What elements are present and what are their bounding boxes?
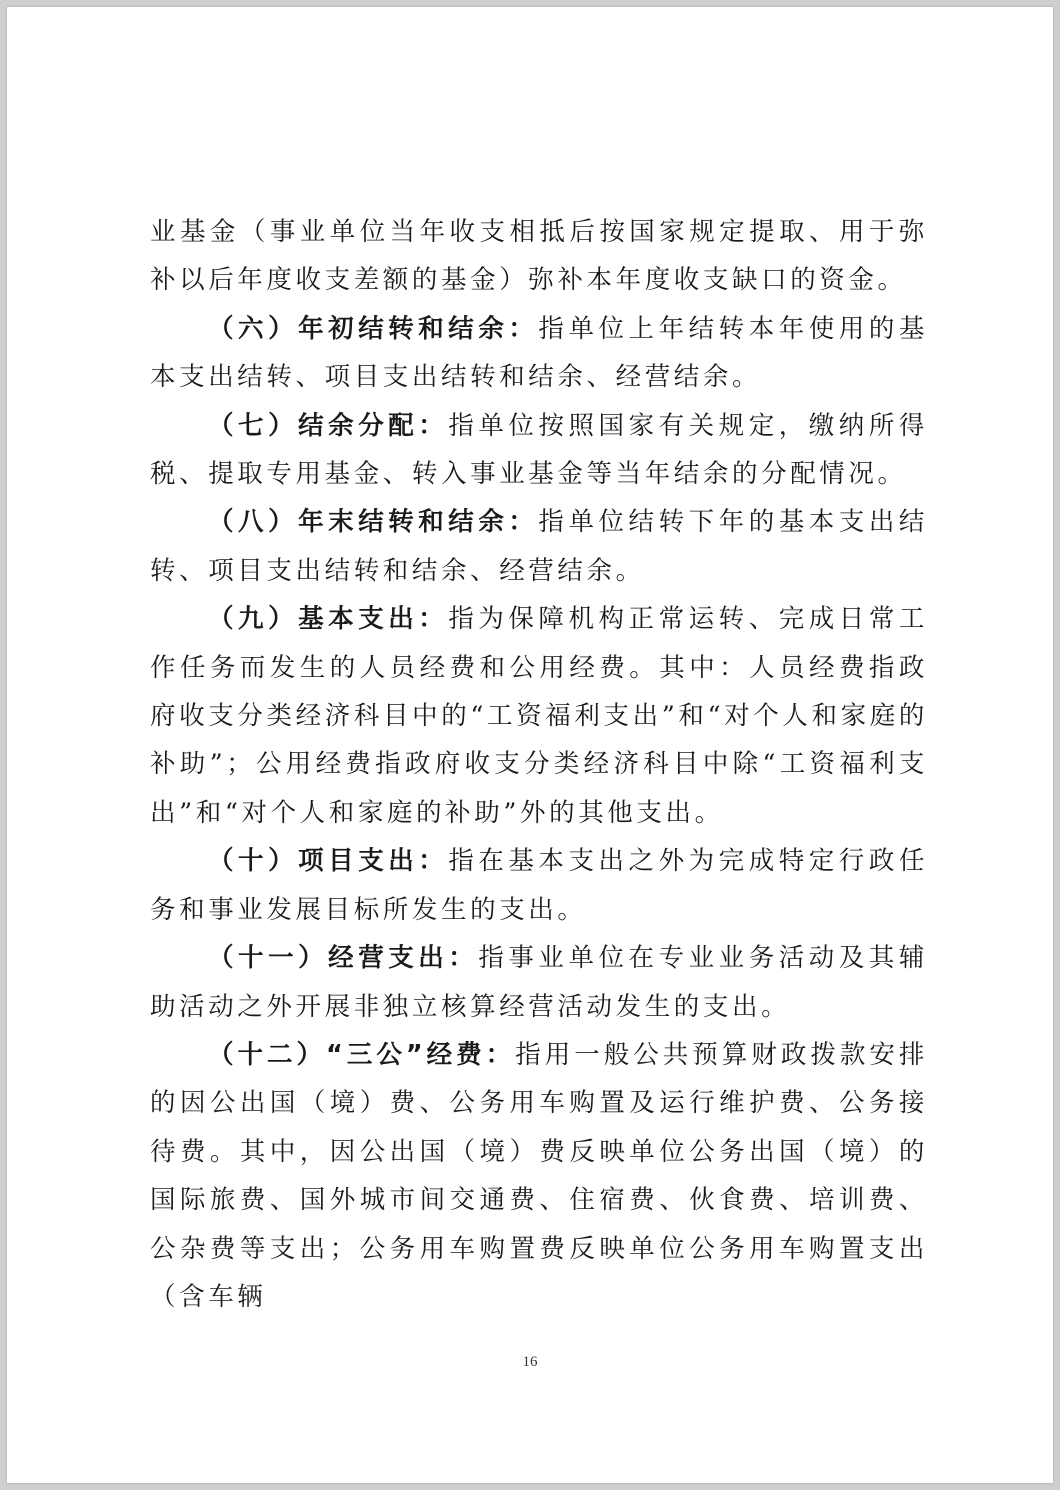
- term-heading: （六）年初结转和结余：: [208, 313, 539, 344]
- document-body: [150, 208, 928, 1321]
- term-definition: 指事业单位在专业业务活动及其辅助活动之外开展非独立核算经营活动发生的支出。: [150, 943, 928, 1022]
- term-definition: 指在基本支出之外为完成特定行政任务和事业发展目标所发生的支出。: [150, 846, 928, 925]
- term-heading: （九）基本支出：: [208, 604, 449, 635]
- term-definition: 指单位按照国家有关规定，缴纳所得税、提取专用基金、转入事业基金等当年结余的分配情况。: [150, 410, 928, 490]
- paragraph-6: [150, 305, 928, 402]
- term-heading: （十）项目支出：: [208, 846, 449, 877]
- term-heading: （七）结余分配：: [208, 410, 449, 441]
- term-definition: 指单位上年结转本年使用的基本支出结转、项目支出结转和结余、经营结余。: [150, 313, 928, 393]
- paragraph-9: [150, 595, 928, 837]
- term-heading: （十二）“三公”经费：: [208, 1039, 516, 1070]
- term-definition: 指为保障机构正常运转、完成日常工作任务而发生的人员经费和公用经费。其中：人员经费指政府收支分类经济科目中的“工资福利支出”和“对个人和家庭的补助”；公用经费指政府收支分类经济科目中除“工资福利支出”和“对个人和家庭的补助”外的其他支出。: [150, 604, 928, 828]
- term-heading: （八）年末结转和结余：: [208, 507, 539, 538]
- continuation-paragraph: 业基金（事业单位当年收支相抵后按国家规定提取、用于弥补以后年度收支差额的基金）弥补本年度收支缺口的资金。: [150, 217, 928, 296]
- term-definition: 指用一般公共预算财政拨款安排的因公出国（境）费、公务用车购置及运行维护费、公务接待费。其中，因公出国（境）费反映单位公务出国（境）的国际旅费、国外城市间交通费、住宿费、伙食费、培训费、公杂费等支出；公务用车购置费反映单位公务用车购置支出（含车辆: [150, 1039, 929, 1312]
- page-number: 16: [522, 1354, 538, 1370]
- document-page: [7, 7, 1053, 1483]
- term-heading: （十一）经营支出：: [208, 943, 479, 974]
- paragraph-12: [150, 1031, 928, 1321]
- paragraph-8: [150, 498, 928, 595]
- paragraph-10: [150, 837, 928, 934]
- term-definition: 指单位结转下年的基本支出结转、项目支出结转和结余、经营结余。: [150, 507, 928, 586]
- paragraph-7: [150, 402, 928, 499]
- paragraph-11: [150, 934, 928, 1031]
